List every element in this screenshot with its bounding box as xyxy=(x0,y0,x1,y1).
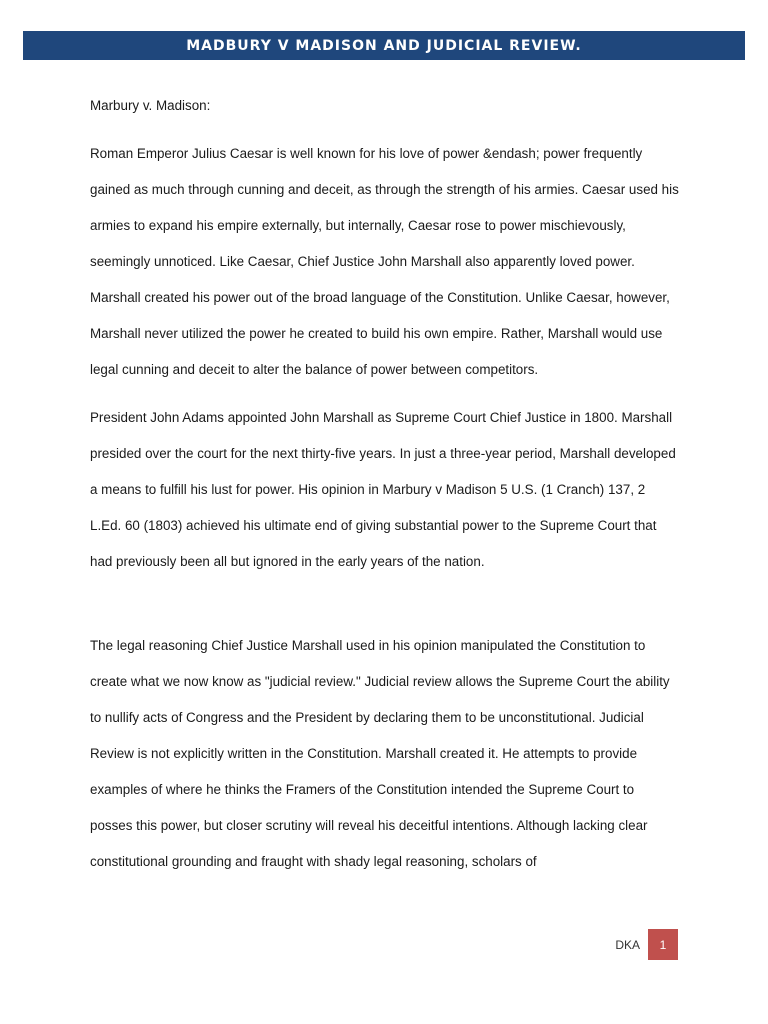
body-paragraph: President John Adams appointed John Marshall as Supreme Court Chief Justice in 1800. Marshall presided over the court for the next thirty-five years. In just a three-year period, Marshall developed a means to fulfill his lust for power. His opinion in Marbury v Madison 5 U.S. (1 Cranch) 137, 2 L.Ed. 60 (1803) achieved his ultimate end of giving substantial power to the Supreme Court that had previously been all but ignored in the early years of the nation. xyxy=(90,410,676,569)
body-paragraph: Roman Emperor Julius Caesar is well known for his love of power &endash; power frequently gained as much through cunning and deceit, as through the strength of his armies. Caesar used his armies to expand his empire externally, but internally, Caesar rose to power mischievously, seemingly unnoticed. Like Caesar, Chief Justice John Marshall also apparently loved power. Marshall created his power out of the broad language of the Constitution. Unlike Caesar, however, Marshall never utilized the power he created to build his own empire. Rather, Marshall would use legal cunning and deceit to alter the balance of power between competitors. xyxy=(90,146,679,377)
document-subtitle: Marbury v. Madison: xyxy=(90,98,211,113)
document-body xyxy=(90,88,680,880)
document-title: MADBURY V MADISON AND JUDICIAL REVIEW. xyxy=(186,37,582,54)
page-footer xyxy=(615,929,678,960)
title-banner xyxy=(23,31,745,60)
body-paragraph: The legal reasoning Chief Justice Marshall used in his opinion manipulated the Constitution to create what we now know as "judicial review." Judicial review allows the Supreme Court the ability to nullify acts of Congress and the President by declaring them to be unconstitutional. Judicial Review is not explicitly written in the Constitution. Marshall created it. He attempts to provide examples of where he thinks the Framers of the Constitution intended the Supreme Court to posses this power, but closer scrutiny will reveal his deceitful intentions. Although lacking clear constitutional grounding and fraught with shady legal reasoning, scholars of xyxy=(90,638,670,869)
footer-author-initials: DKA xyxy=(615,937,640,952)
page-number-badge: 1 xyxy=(648,929,678,960)
